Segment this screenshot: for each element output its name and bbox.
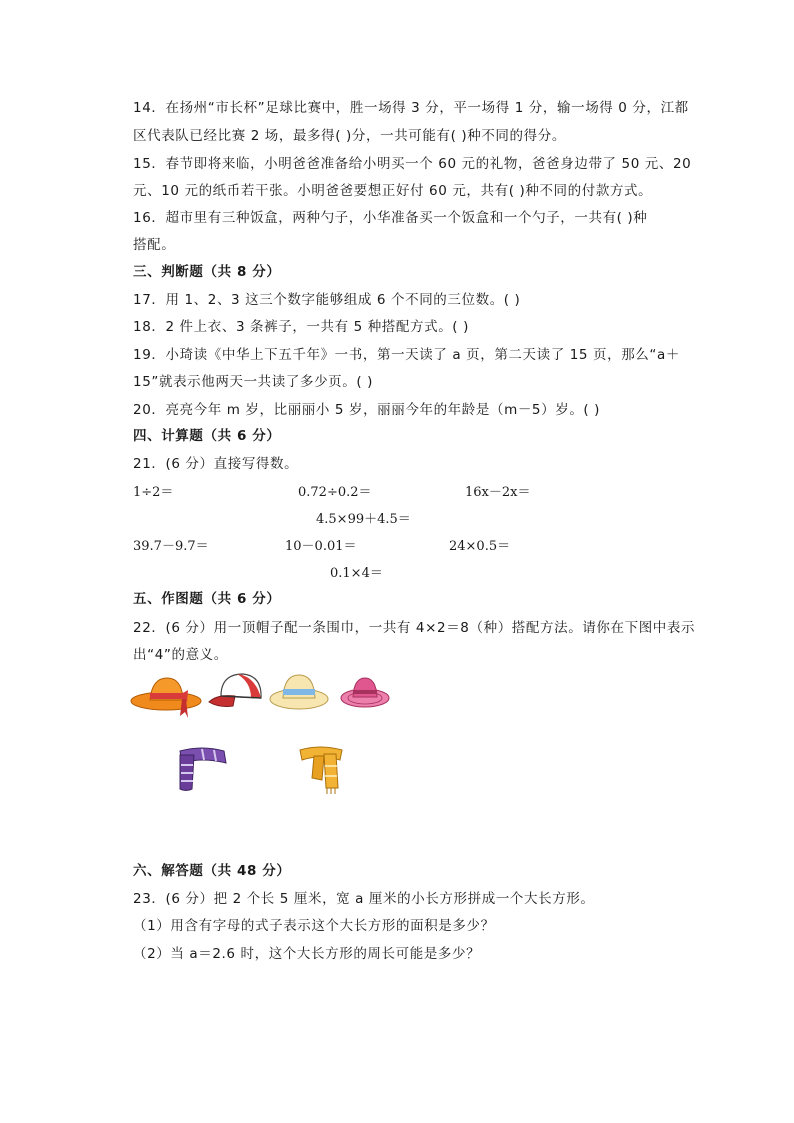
pink-hat-icon <box>340 672 390 712</box>
section3-heading: 三、判断题（共 8 分） <box>133 264 281 280</box>
q16-line1: 16．超市里有三种饭盒，两种勺子，小华准备买一个饭盒和一个勺子，一共有( )种 <box>133 210 648 226</box>
q22-line2: 出“4”的意义。 <box>133 647 228 663</box>
q23-part2: （2）当 a＝2.6 时，这个大长方形的周长可能是多少？ <box>133 946 481 962</box>
section5-heading: 五、作图题（共 6 分） <box>133 591 281 607</box>
calc-item: 1÷2＝ <box>133 485 174 500</box>
q17: 17．用 1、2、3 这三个数字能够组成 6 个不同的三位数。( ) <box>133 292 521 308</box>
q23: 23．(6 分）把 2 个长 5 厘米，宽 a 厘米的小长方形拼成一个大长方形。 <box>133 891 595 907</box>
calc-item: 10－0.01＝ <box>285 539 357 554</box>
q14-line1: 14．在扬州“市长杯”足球比赛中，胜一场得 3 分，平一场得 1 分，输一场得 0 分，江都 <box>133 100 689 116</box>
yellow-scarf-icon <box>296 742 346 796</box>
section6-heading: 六、解答题（共 48 分） <box>133 863 291 879</box>
q19-line1: 19．小琦读《中华上下五千年》一书，第一天读了 a 页，第二天读了 15 页，那么“a＋ <box>133 347 680 363</box>
q16-line2: 搭配。 <box>133 237 176 253</box>
q18: 18．2 件上衣、3 条裤子，一共有 5 种搭配方式。( ) <box>133 319 469 335</box>
calc-item: 4.5×99＋4.5＝ <box>316 512 411 527</box>
q23-part1: （1）用含有字母的式子表示这个大长方形的面积是多少？ <box>133 918 495 934</box>
calc-item: 0.1×4＝ <box>330 566 383 581</box>
calc-item: 16x－2x＝ <box>465 485 531 500</box>
q20: 20．亮亮今年 m 岁，比丽丽小 5 岁，丽丽今年的年龄是（m－5）岁。( ) <box>133 402 601 418</box>
calc-item: 39.7－9.7＝ <box>133 539 209 554</box>
section4-heading: 四、计算题（共 6 分） <box>133 428 281 444</box>
orange-hat-icon <box>130 668 205 722</box>
calc-item: 24×0.5＝ <box>449 539 511 554</box>
sun-hat-icon <box>268 669 330 713</box>
purple-scarf-icon <box>174 745 230 795</box>
q14-line2: 区代表队已经比赛 2 场，最多得( )分，一共可能有( )种不同的得分。 <box>133 128 566 144</box>
q19-line2: 15”就表示他两天一共读了多少页。( ) <box>133 374 373 390</box>
q15-line1: 15．春节即将来临，小明爸爸准备给小明买一个 60 元的礼物，爸爸身边带了 50 元、20 <box>133 156 692 172</box>
q15-line2: 元、10 元的纸币若干张。小明爸爸要想正好付 60 元，共有( )种不同的付款方式。 <box>133 183 653 199</box>
q21: 21．(6 分）直接写得数。 <box>133 456 299 472</box>
cap-icon <box>207 668 265 712</box>
calc-item: 0.72÷0.2＝ <box>298 485 372 500</box>
q22-line1: 22．(6 分）用一顶帽子配一条围巾，一共有 4×2＝8（种）搭配方法。请你在下图中表示 <box>133 620 696 636</box>
